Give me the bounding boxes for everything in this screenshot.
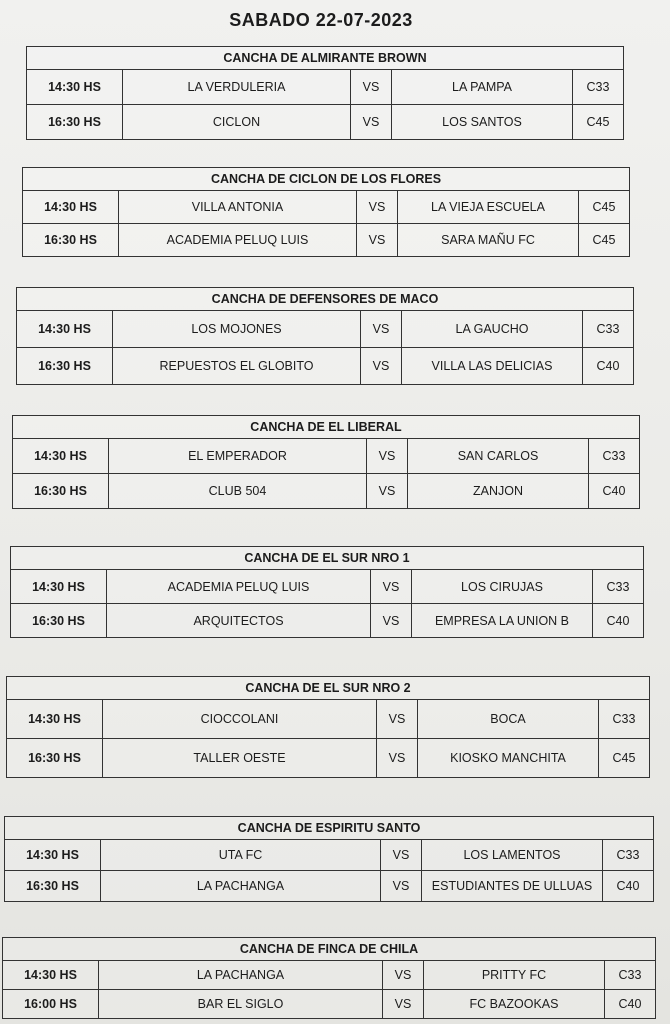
match-row bbox=[5, 840, 653, 871]
vs-label: VS bbox=[351, 70, 392, 104]
category: C33 bbox=[612, 712, 636, 726]
away-team: BOCA bbox=[418, 700, 599, 738]
match-time: 14:30 HS bbox=[13, 439, 109, 473]
venue-title: CANCHA DE EL LIBERAL bbox=[13, 416, 639, 439]
match-row bbox=[3, 990, 655, 1018]
home-team: LA PACHANGA bbox=[101, 871, 381, 901]
vs-label: VS bbox=[361, 311, 402, 347]
vs-label: VS bbox=[383, 961, 424, 989]
vs-label: VS bbox=[367, 474, 408, 508]
home-team: ARQUITECTOS bbox=[107, 604, 371, 637]
match-time: 16:30 HS bbox=[13, 474, 109, 508]
venue-table bbox=[2, 937, 656, 1019]
match-time: 16:30 HS bbox=[11, 604, 107, 637]
match-row bbox=[7, 700, 649, 739]
home-team: EL EMPERADOR bbox=[109, 439, 367, 473]
category: C40 bbox=[596, 359, 620, 373]
category: C45 bbox=[592, 233, 616, 247]
match-time: 14:30 HS bbox=[7, 700, 103, 738]
away-team: LOS CIRUJAS bbox=[412, 570, 593, 603]
match-row bbox=[3, 961, 655, 990]
category: C33 bbox=[602, 449, 626, 463]
away-team: EMPRESA LA UNION B bbox=[412, 604, 593, 637]
away-team: PRITTY FC bbox=[424, 961, 605, 989]
home-team: ACADEMIA PELUQ LUIS bbox=[119, 224, 357, 256]
away-team: FC BAZOOKAS bbox=[424, 990, 605, 1018]
match-row bbox=[23, 224, 629, 256]
match-time: 14:30 HS bbox=[11, 570, 107, 603]
away-team: LOS SANTOS bbox=[392, 105, 573, 139]
venue-title: CANCHA DE ALMIRANTE BROWN bbox=[27, 47, 623, 70]
away-team: LA VIEJA ESCUELA bbox=[398, 191, 579, 223]
category: C33 bbox=[606, 579, 630, 594]
venue-title: CANCHA DE EL SUR NRO 1 bbox=[11, 547, 643, 570]
match-row bbox=[13, 474, 639, 508]
away-team: SAN CARLOS bbox=[408, 439, 589, 473]
away-team: SARA MAÑU FC bbox=[398, 224, 579, 256]
vs-label: VS bbox=[383, 990, 424, 1018]
category: C33 bbox=[618, 968, 642, 982]
home-team: REPUESTOS EL GLOBITO bbox=[113, 348, 361, 384]
home-team: ACADEMIA PELUQ LUIS bbox=[107, 570, 371, 603]
venue-table bbox=[26, 46, 624, 140]
category: C40 bbox=[616, 879, 640, 893]
vs-label: VS bbox=[381, 871, 422, 901]
match-time: 14:30 HS bbox=[17, 311, 113, 347]
vs-label: VS bbox=[371, 604, 412, 637]
venue-title: CANCHA DE DEFENSORES DE MACO bbox=[17, 288, 633, 311]
match-time: 16:30 HS bbox=[5, 871, 101, 901]
category: C40 bbox=[602, 484, 626, 498]
category: C33 bbox=[616, 848, 640, 862]
match-row bbox=[17, 311, 633, 348]
home-team: LOS MOJONES bbox=[113, 311, 361, 347]
category: C33 bbox=[596, 322, 620, 336]
home-team: BAR EL SIGLO bbox=[99, 990, 383, 1018]
match-row bbox=[11, 570, 643, 604]
home-team: TALLER OESTE bbox=[103, 739, 377, 777]
match-row bbox=[23, 191, 629, 224]
venue-table bbox=[12, 415, 640, 509]
match-time: 14:30 HS bbox=[5, 840, 101, 870]
match-row bbox=[7, 739, 649, 777]
category: C45 bbox=[592, 200, 616, 214]
vs-label: VS bbox=[367, 439, 408, 473]
venue-table bbox=[6, 676, 650, 778]
away-team: LA PAMPA bbox=[392, 70, 573, 104]
category: C45 bbox=[586, 115, 610, 129]
away-team: KIOSKO MANCHITA bbox=[418, 739, 599, 777]
match-time: 16:00 HS bbox=[3, 990, 99, 1018]
home-team: VILLA ANTONIA bbox=[119, 191, 357, 223]
match-row bbox=[11, 604, 643, 637]
match-time: 16:30 HS bbox=[7, 739, 103, 777]
home-team: CIOCCOLANI bbox=[103, 700, 377, 738]
match-time: 14:30 HS bbox=[23, 191, 119, 223]
venue-title: CANCHA DE CICLON DE LOS FLORES bbox=[23, 168, 629, 191]
home-team: CICLON bbox=[123, 105, 351, 139]
category: C40 bbox=[618, 997, 642, 1011]
away-team: ESTUDIANTES DE ULLUAS bbox=[422, 871, 603, 901]
match-row bbox=[13, 439, 639, 474]
venue-title: CANCHA DE FINCA DE CHILA bbox=[3, 938, 655, 961]
match-time: 16:30 HS bbox=[27, 105, 123, 139]
match-row bbox=[27, 105, 623, 139]
category: C45 bbox=[612, 751, 636, 765]
match-row bbox=[27, 70, 623, 105]
vs-label: VS bbox=[377, 700, 418, 738]
venue-table bbox=[10, 546, 644, 638]
category: C40 bbox=[606, 613, 630, 628]
vs-label: VS bbox=[377, 739, 418, 777]
match-time: 14:30 HS bbox=[27, 70, 123, 104]
vs-label: VS bbox=[351, 105, 392, 139]
away-team: VILLA LAS DELICIAS bbox=[402, 348, 583, 384]
match-time: 16:30 HS bbox=[17, 348, 113, 384]
vs-label: VS bbox=[357, 191, 398, 223]
category: C33 bbox=[586, 80, 610, 94]
away-team: ZANJON bbox=[408, 474, 589, 508]
venue-title: CANCHA DE EL SUR NRO 2 bbox=[7, 677, 649, 700]
home-team: LA PACHANGA bbox=[99, 961, 383, 989]
match-time: 14:30 HS bbox=[3, 961, 99, 989]
home-team: CLUB 504 bbox=[109, 474, 367, 508]
away-team: LA GAUCHO bbox=[402, 311, 583, 347]
venue-table bbox=[22, 167, 630, 257]
venue-title: CANCHA DE ESPIRITU SANTO bbox=[5, 817, 653, 840]
venue-table bbox=[16, 287, 634, 385]
vs-label: VS bbox=[361, 348, 402, 384]
match-row bbox=[5, 871, 653, 901]
away-team: LOS LAMENTOS bbox=[422, 840, 603, 870]
home-team: UTA FC bbox=[101, 840, 381, 870]
home-team: LA VERDULERIA bbox=[123, 70, 351, 104]
venue-table bbox=[4, 816, 654, 902]
match-row bbox=[17, 348, 633, 384]
vs-label: VS bbox=[357, 224, 398, 256]
page-title: SABADO 22-07-2023 bbox=[229, 10, 413, 30]
vs-label: VS bbox=[381, 840, 422, 870]
vs-label: VS bbox=[371, 570, 412, 603]
match-time: 16:30 HS bbox=[23, 224, 119, 256]
